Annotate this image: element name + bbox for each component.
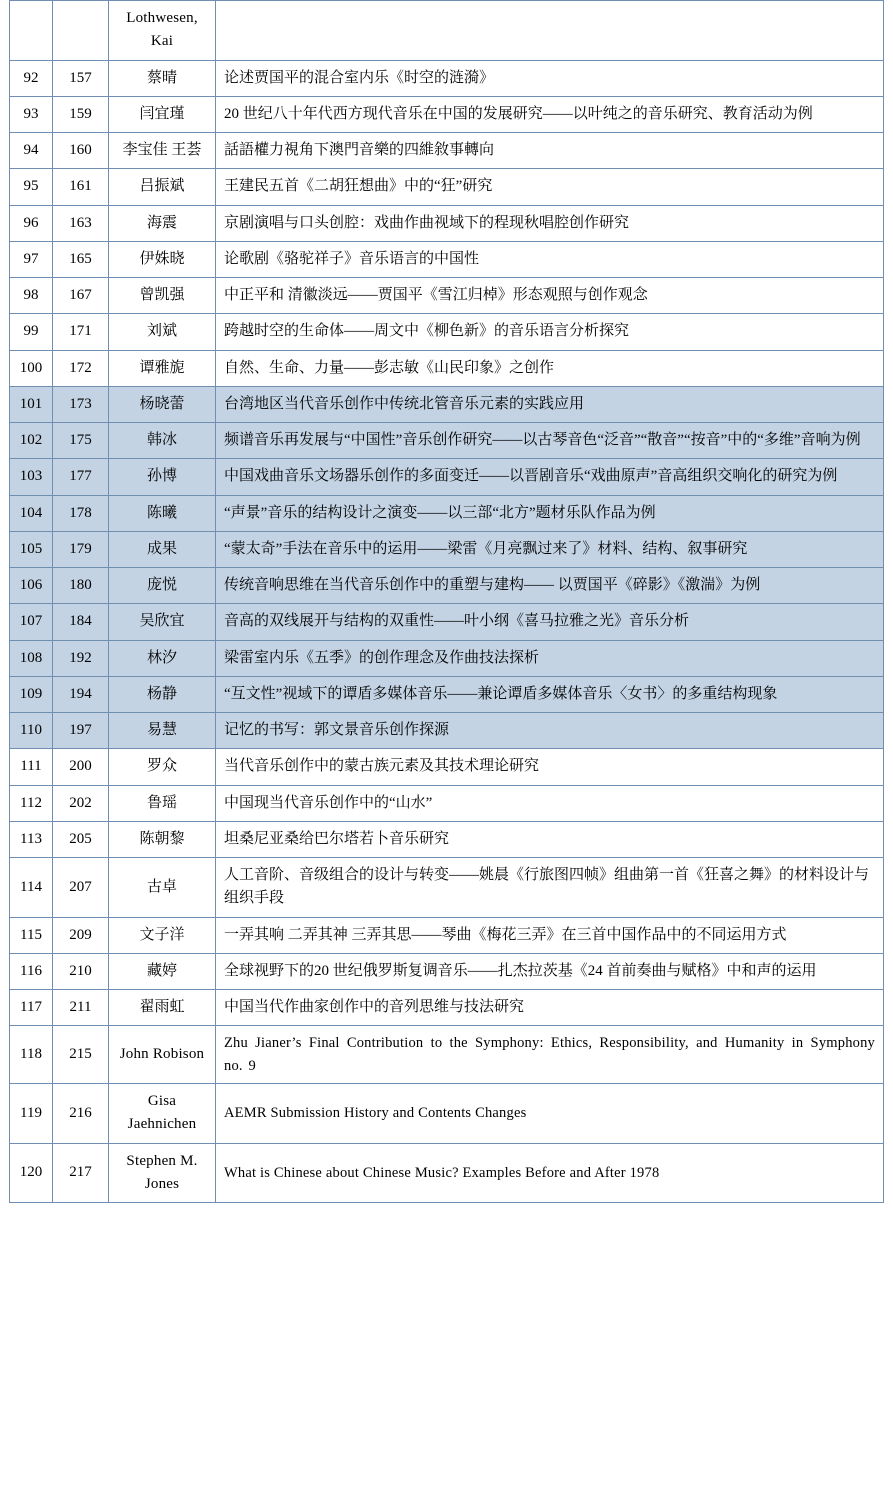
cell-number: 192 xyxy=(53,640,109,676)
cell-number: 173 xyxy=(53,386,109,422)
table-row xyxy=(10,821,884,857)
cell-author-name: 林汐 xyxy=(109,640,216,676)
cell-index: 103 xyxy=(10,459,53,495)
cell-index: 96 xyxy=(10,205,53,241)
cell-number: 209 xyxy=(53,917,109,953)
cell-paper-title: “声景”音乐的结构设计之演变——以三部“北方”题材乐队作品为例 xyxy=(216,495,884,531)
cell-index: 101 xyxy=(10,386,53,422)
table-row xyxy=(10,386,884,422)
cell-author-name: 古卓 xyxy=(109,858,216,918)
cell-author-name: 庞悦 xyxy=(109,568,216,604)
cell-number: 165 xyxy=(53,241,109,277)
cell-paper-title: “蒙太奇”手法在音乐中的运用——梁雷《月亮飘过来了》材料、结构、叙事研究 xyxy=(216,531,884,567)
cell-author-name: 易慧 xyxy=(109,713,216,749)
cell-author-name: 杨晓蕾 xyxy=(109,386,216,422)
cell-index: 113 xyxy=(10,821,53,857)
table-row xyxy=(10,350,884,386)
cell-paper-title: 王建民五首《二胡狂想曲》中的“狂”研究 xyxy=(216,169,884,205)
table-row xyxy=(10,205,884,241)
cell-author-name: 杨静 xyxy=(109,676,216,712)
table-row xyxy=(10,604,884,640)
cell-author-name: Stephen M. Jones xyxy=(109,1143,216,1203)
table-row xyxy=(10,953,884,989)
cell-paper-title: 频谱音乐再发展与“中国性”音乐创作研究——以古琴音色“泛音”“散音”“按音”中的“多维”音响为例 xyxy=(216,423,884,459)
cell-paper-title: 坦桑尼亚桑给巴尔塔若卜音乐研究 xyxy=(216,821,884,857)
cell-index: 97 xyxy=(10,241,53,277)
cell-author-name: 鲁瑶 xyxy=(109,785,216,821)
cell-index: 92 xyxy=(10,60,53,96)
cell-index: 112 xyxy=(10,785,53,821)
cell-author-name: 藏婷 xyxy=(109,953,216,989)
cell-number: 215 xyxy=(53,1026,109,1084)
cell-number: 211 xyxy=(53,990,109,1026)
table-row xyxy=(10,1084,884,1144)
cell-number: 200 xyxy=(53,749,109,785)
cell-paper-title: What is Chinese about Chinese Music? Examples Before and After 1978 xyxy=(216,1143,884,1203)
cell-author-name: 蔡晴 xyxy=(109,60,216,96)
cell-paper-title: 中国当代作曲家创作中的音列思维与技法研究 xyxy=(216,990,884,1026)
table-row xyxy=(10,749,884,785)
cell-number: 178 xyxy=(53,495,109,531)
cell-paper-title: 论述贾国平的混合室内乐《时空的涟漪》 xyxy=(216,60,884,96)
table-body xyxy=(10,1,884,1203)
table-row xyxy=(10,785,884,821)
cell-author-name: 成果 xyxy=(109,531,216,567)
cell-paper-title: 当代音乐创作中的蒙古族元素及其技术理论研究 xyxy=(216,749,884,785)
table-row xyxy=(10,640,884,676)
cell-index: 114 xyxy=(10,858,53,918)
cell-number: 171 xyxy=(53,314,109,350)
table-row xyxy=(10,990,884,1026)
table-row xyxy=(10,169,884,205)
cell-number: 207 xyxy=(53,858,109,918)
cell-index: 119 xyxy=(10,1084,53,1144)
table-row xyxy=(10,60,884,96)
table-row xyxy=(10,278,884,314)
cell-number: 161 xyxy=(53,169,109,205)
cell-index: 118 xyxy=(10,1026,53,1084)
cell-author-name: 海震 xyxy=(109,205,216,241)
table-row xyxy=(10,917,884,953)
cell-index: 100 xyxy=(10,350,53,386)
cell-author-name: John Robison xyxy=(109,1026,216,1084)
table-row xyxy=(10,459,884,495)
cell-index: 109 xyxy=(10,676,53,712)
table-row xyxy=(10,241,884,277)
cell-paper-title: 中国戏曲音乐文场器乐创作的多面变迁——以晋剧音乐“戏曲原声”音高组织交响化的研究为例 xyxy=(216,459,884,495)
cell-number: 167 xyxy=(53,278,109,314)
cell-number: 157 xyxy=(53,60,109,96)
cell-index: 110 xyxy=(10,713,53,749)
cell-index: 99 xyxy=(10,314,53,350)
cell-paper-title: 台湾地区当代音乐创作中传统北管音乐元素的实践应用 xyxy=(216,386,884,422)
cell-paper-title: 全球视野下的20 世纪俄罗斯复调音乐——扎杰拉茨基《24 首前奏曲与赋格》中和声的运用 xyxy=(216,953,884,989)
table-row xyxy=(10,676,884,712)
cell-index: 117 xyxy=(10,990,53,1026)
cell-number xyxy=(53,1,109,61)
cell-author-name: 陈曦 xyxy=(109,495,216,531)
table-row xyxy=(10,96,884,132)
table-row xyxy=(10,858,884,918)
cell-index: 108 xyxy=(10,640,53,676)
cell-author-name: 陈朝黎 xyxy=(109,821,216,857)
cell-index: 104 xyxy=(10,495,53,531)
cell-paper-title: 音高的双线展开与结构的双重性——叶小纲《喜马拉雅之光》音乐分析 xyxy=(216,604,884,640)
cell-paper-title: “互文性”视域下的谭盾多媒体音乐——兼论谭盾多媒体音乐〈女书〉的多重结构现象 xyxy=(216,676,884,712)
cell-number: 202 xyxy=(53,785,109,821)
cell-paper-title: AEMR Submission History and Contents Changes xyxy=(216,1084,884,1144)
cell-index: 106 xyxy=(10,568,53,604)
cell-paper-title: 记忆的书写：郭文景音乐创作探源 xyxy=(216,713,884,749)
table-row xyxy=(10,713,884,749)
cell-number: 184 xyxy=(53,604,109,640)
cell-paper-title: 人工音阶、音级组合的设计与转变——姚晨《行旅图四帧》组曲第一首《狂喜之舞》的材料设计与组织手段 xyxy=(216,858,884,918)
cell-index: 94 xyxy=(10,133,53,169)
cell-number: 210 xyxy=(53,953,109,989)
cell-author-name: 刘斌 xyxy=(109,314,216,350)
cell-paper-title: 梁雷室内乐《五季》的创作理念及作曲技法探析 xyxy=(216,640,884,676)
cell-author-name: 翟雨虹 xyxy=(109,990,216,1026)
cell-author-name: 吴欣宜 xyxy=(109,604,216,640)
cell-number: 180 xyxy=(53,568,109,604)
table-row xyxy=(10,1,884,61)
table-row xyxy=(10,314,884,350)
cell-author-name: 闫宜瑾 xyxy=(109,96,216,132)
cell-author-name: 文子洋 xyxy=(109,917,216,953)
cell-paper-title: 跨越时空的生命体——周文中《柳色新》的音乐语言分析探究 xyxy=(216,314,884,350)
cell-number: 160 xyxy=(53,133,109,169)
cell-number: 216 xyxy=(53,1084,109,1144)
cell-author-name: 伊姝晓 xyxy=(109,241,216,277)
cell-number: 159 xyxy=(53,96,109,132)
cell-paper-title: 中国现当代音乐创作中的“山水” xyxy=(216,785,884,821)
cell-author-name: 谭雅旎 xyxy=(109,350,216,386)
cell-author-name: 曾凯强 xyxy=(109,278,216,314)
table-row xyxy=(10,133,884,169)
cell-author-name: 罗众 xyxy=(109,749,216,785)
cell-number: 177 xyxy=(53,459,109,495)
cell-number: 205 xyxy=(53,821,109,857)
cell-number: 163 xyxy=(53,205,109,241)
cell-author-name: 韩冰 xyxy=(109,423,216,459)
cell-number: 179 xyxy=(53,531,109,567)
cell-paper-title: 20 世纪八十年代西方现代音乐在中国的发展研究——以叶纯之的音乐研究、教育活动为例 xyxy=(216,96,884,132)
cell-paper-title: Zhu Jianer’s Final Contribution to the Symphony: Ethics, Responsibility, and Humanity in Symphony no. 9 xyxy=(216,1026,884,1084)
table-row xyxy=(10,495,884,531)
table-row xyxy=(10,423,884,459)
cell-index: 95 xyxy=(10,169,53,205)
cell-number: 194 xyxy=(53,676,109,712)
table-row xyxy=(10,1143,884,1203)
cell-number: 197 xyxy=(53,713,109,749)
cell-paper-title: 話語權力視角下澳門音樂的四維敘事轉向 xyxy=(216,133,884,169)
cell-index: 105 xyxy=(10,531,53,567)
cell-paper-title: 中正平和 清徽淡远——贾国平《雪江归棹》形态观照与创作观念 xyxy=(216,278,884,314)
cell-index: 98 xyxy=(10,278,53,314)
cell-author-name: Lothwesen, Kai xyxy=(109,1,216,61)
cell-author-name: 李宝佳 王荟 xyxy=(109,133,216,169)
cell-index xyxy=(10,1,53,61)
cell-index: 93 xyxy=(10,96,53,132)
cell-index: 111 xyxy=(10,749,53,785)
cell-paper-title: 论歌剧《骆驼祥子》音乐语言的中国性 xyxy=(216,241,884,277)
cell-author-name: 吕振斌 xyxy=(109,169,216,205)
cell-author-name: Gisa Jaehnichen xyxy=(109,1084,216,1144)
cell-index: 120 xyxy=(10,1143,53,1203)
cell-number: 217 xyxy=(53,1143,109,1203)
cell-number: 172 xyxy=(53,350,109,386)
cell-index: 102 xyxy=(10,423,53,459)
cell-index: 107 xyxy=(10,604,53,640)
cell-index: 115 xyxy=(10,917,53,953)
cell-index: 116 xyxy=(10,953,53,989)
cell-paper-title: 传统音响思维在当代音乐创作中的重塑与建构—— 以贾国平《碎影》《激湍》为例 xyxy=(216,568,884,604)
table-row xyxy=(10,531,884,567)
cell-paper-title xyxy=(216,1,884,61)
table-row xyxy=(10,1026,884,1084)
cell-paper-title: 京剧演唱与口头创腔：戏曲作曲视域下的程现秋唱腔创作研究 xyxy=(216,205,884,241)
cell-author-name: 孙博 xyxy=(109,459,216,495)
cell-paper-title: 自然、生命、力量——彭志敏《山民印象》之创作 xyxy=(216,350,884,386)
conference-paper-listing-table xyxy=(9,0,884,1203)
cell-paper-title: 一弄其响 二弄其神 三弄其思——琴曲《梅花三弄》在三首中国作品中的不同运用方式 xyxy=(216,917,884,953)
table-row xyxy=(10,568,884,604)
cell-number: 175 xyxy=(53,423,109,459)
